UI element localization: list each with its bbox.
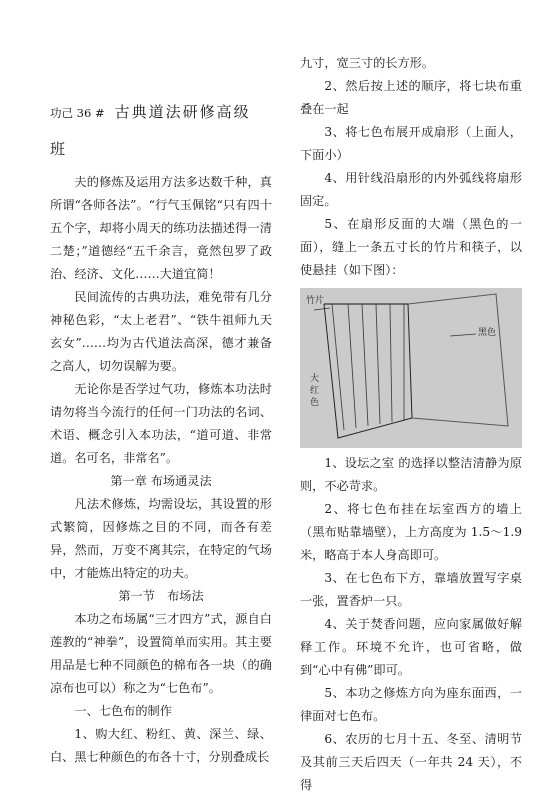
paragraph: 5、在扇形反面的大端（黑色的一面），缝上一条五寸长的竹片和筷子，以使悬挂（如下图）： — [300, 217, 522, 277]
title-number: 功己 36 # — [50, 106, 105, 120]
figure-label-red-3: 色 — [310, 398, 320, 408]
paragraph: 5、本功之修炼方向为座东面西，一律面对七色布。 — [300, 686, 522, 723]
paragraph: 4、用针线沿扇形的内外弧线将扇形固定。 — [300, 171, 522, 208]
article-title-cont: 班 — [50, 140, 68, 158]
title-text: 古典道法研修高级 — [114, 103, 251, 121]
paragraph: 3、在七色布下方，靠墙放置写字桌一张，置香炉一只。 — [300, 571, 522, 608]
chapter-heading: 第一章 布场通灵法 — [110, 474, 212, 488]
section-heading: 第一节 布场法 — [118, 589, 204, 603]
paragraph: 1、购大红、粉红、黄、深兰、绿、白、黑七种颜色的布各十寸，分别叠成长 — [50, 727, 272, 764]
subheading: 一、七色布的制作 — [74, 704, 172, 718]
fan-diagram — [300, 288, 522, 448]
paragraph: 4、关于焚香问题，应向家属做好解释工作。环境不允许，也可省略，做到“心中有佛”即可。 — [300, 617, 522, 677]
paragraph: 九寸，宽三寸的长方形。 — [300, 56, 435, 70]
figure-label-black: 黑色 — [478, 328, 497, 338]
paragraph: 民间流传的古典功法，难免带有几分神秘色彩，“太上老君”、“铁牛祖师九天玄女”……均为古代道法高深，德才兼备之高人，切勿误解为要。 — [50, 290, 272, 373]
paragraph: 2、然后按上述的顺序，将七块布重叠在一起 — [300, 79, 522, 116]
paragraph: 本功之布场属“三才四方”式，源自白莲教的“神拳”，设置简单而实用。其主要用品是七种不同颜色的棉布各一块（的确凉布也可以）称之为“七色布”。 — [50, 612, 272, 695]
left-column — [50, 0, 272, 769]
paragraph: 夫的修炼及运用方法多达数千种，真所谓“各师各法”。“行气玉佩铭“只有四十五个字，却将小周天的练功法描述得一清二楚；”道德经“五千余言，竟然包罗了政治、经济、文化……大道宜简！ — [50, 175, 272, 281]
paragraph: 6、农历的七月十五、冬至、清明节及其前三天后四天（一年共 24 天），不得 — [300, 732, 522, 792]
cloth-fan-figure — [300, 288, 522, 448]
right-column — [300, 0, 522, 797]
figure-label-red-1: 大 — [310, 374, 320, 384]
paragraph: 1、设坛之室 的选择以整洁清静为原则，不必苛求。 — [300, 456, 522, 493]
paragraph: 3、将七色布展开成扇形（上面人，下面小） — [300, 125, 522, 162]
paragraph: 无论你是否学过气功，修炼本功法时请勿将当今流行的任何一门功法的名词、术语、概念引入本功法，“道可道、非常道。名可名，非常名”。 — [50, 382, 272, 465]
figure-label-red-2: 红 — [310, 386, 320, 396]
figure-label-bamboo: 竹片 — [306, 296, 325, 306]
article-title — [50, 94, 272, 131]
paragraph: 2、将七色布挂在坛室西方的墙上（黑布贴靠墙壁），上方高度为 1.5～1.9 米，略高于本人身高即可。 — [300, 502, 522, 562]
paragraph: 凡法术修炼，均需设坛，其设置的形式繁简，因修炼之目的不同，而各有差异，然而，万变不离其宗，在特定的气场中，才能炼出特定的功夫。 — [50, 497, 272, 580]
